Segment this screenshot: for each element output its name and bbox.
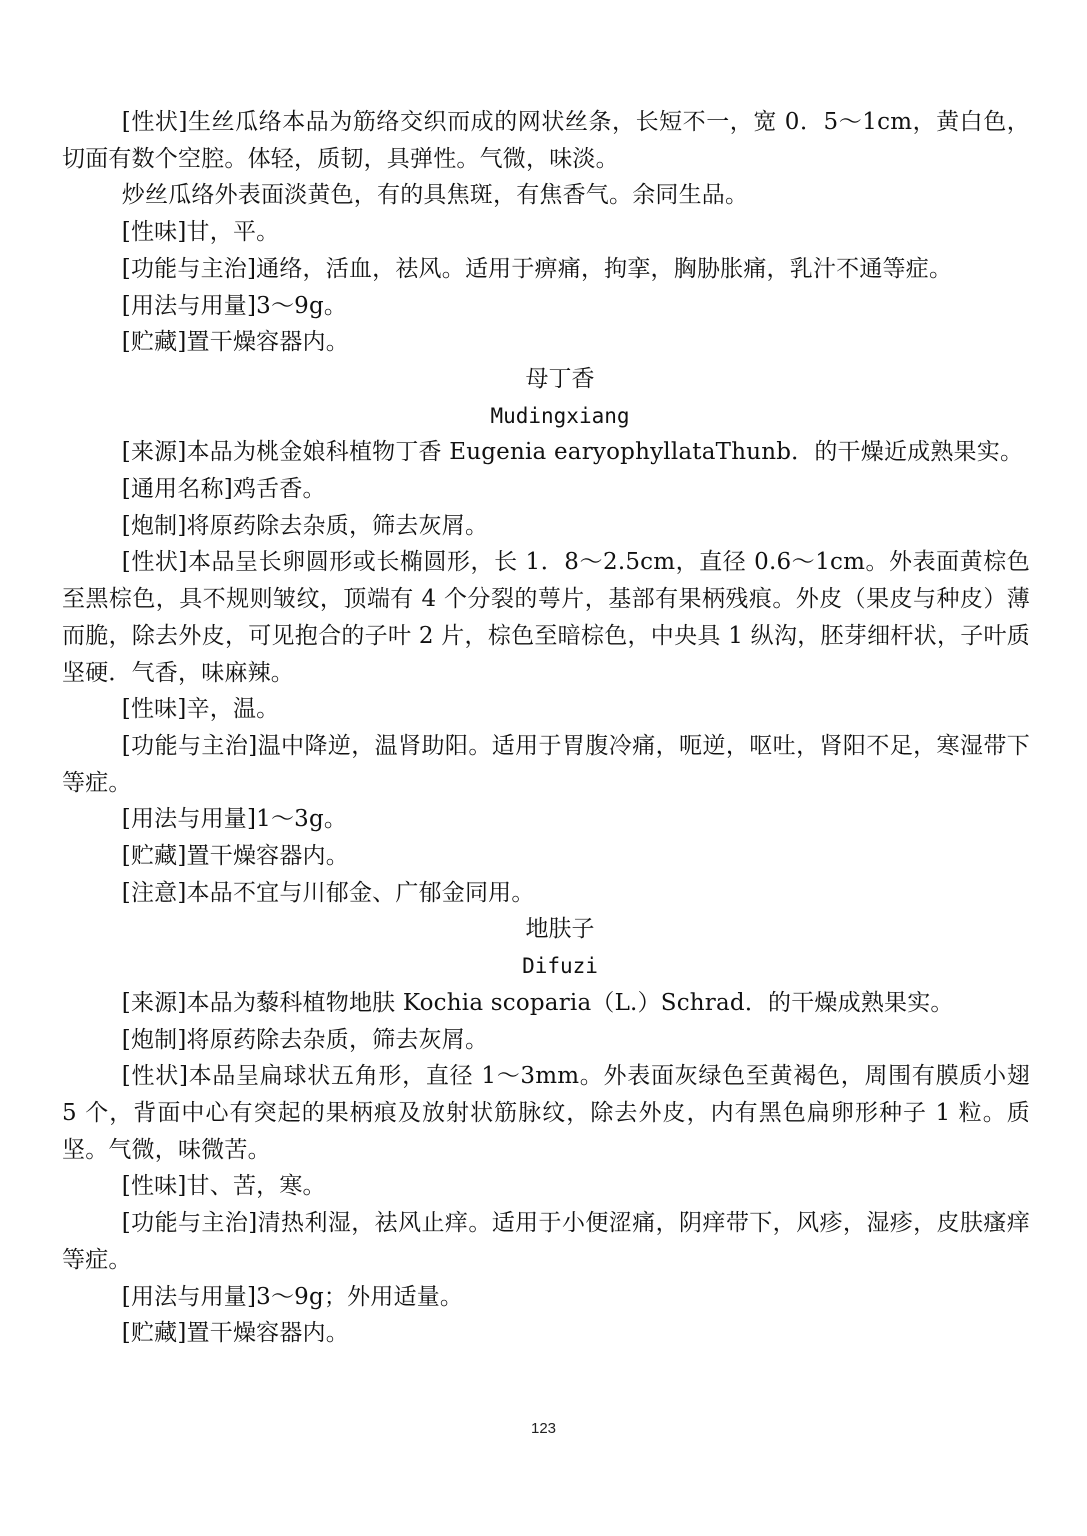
processed-description: 炒丝瓜络外表面淡黄色，有的具焦斑，有焦香气。余同生品。 xyxy=(121,182,749,209)
property-description: [性状]本品呈扁球状五角形，直径 1～3mm。外表面灰绿色至黄褐色，周围有膜质小翅 5 个，背面中心有突起的果柄痕及放射状筋脉纹，除去外皮，内有黑色扁卵形种子 1 粒。质坚。气微，味微苦。 xyxy=(62,1063,1030,1163)
property-description: [性状]生丝瓜络本品为筋络交织而成的网状丝条，长短不一，宽 0．5～1cm，黄白色，切面有数个空腔。体轻，质韧，具弹性。气微，味淡。 xyxy=(62,109,1030,172)
processing: [炮制]将原药除去杂质，筛去灰屑。 xyxy=(121,1026,489,1053)
entry-mudingxiang xyxy=(62,361,1030,912)
page-number: 123 xyxy=(530,1420,557,1437)
function-indication: [功能与主治]温中降逆，温肾助阳。适用于胃腹冷痛，呃逆，呕吐，肾阳不足，寒湿带下等症。 xyxy=(62,732,1030,796)
storage: [贮藏]置干燥容器内。 xyxy=(121,329,349,356)
taste-property: [性味]辛，温。 xyxy=(121,696,280,723)
property-description: [性状]本品呈长卵圆形或长椭圆形，长 1．8～2.5cm，直径 0.6～1cm。外表面黄棕色至黑棕色，具不规则皱纹，顶端有 4 个分裂的萼片，基部有果柄残痕。外皮（果皮与种皮）薄而脆，除去外皮，可见抱合的子叶 2 片，棕色至暗棕色，中央具 1 纵沟，胚芽细杆状，子叶质坚硬．气香，味麻辣。 xyxy=(62,549,1030,686)
usage-dosage: [用法与用量]3～9g。 xyxy=(121,292,348,319)
usage-dosage: [用法与用量]3～9g；外用适量。 xyxy=(121,1283,464,1310)
continued-entry-sigualuo xyxy=(62,104,1030,361)
entry-title: 地肤子 xyxy=(525,916,595,943)
document-page xyxy=(62,104,1030,1352)
function-indication: [功能与主治]清热利湿，祛风止痒。适用于小便涩痛，阴痒带下，风疹，湿疹，皮肤瘙痒等症。 xyxy=(62,1210,1030,1273)
processing: [炮制]将原药除去杂质，筛去灰屑。 xyxy=(121,512,489,539)
entry-pinyin: Mudingxiang xyxy=(490,403,630,428)
storage: [贮藏]置干燥容器内。 xyxy=(121,1320,349,1347)
storage: [贮藏]置干燥容器内。 xyxy=(121,843,349,870)
usage-dosage: [用法与用量]1～3g。 xyxy=(121,806,348,833)
entry-pinyin: Difuzi xyxy=(522,954,598,979)
source: [来源]本品为桃金娘科植物丁香 Eugenia earyophyllataThunb．的干燥近成熟果实。 xyxy=(121,439,1024,466)
caution: [注意]本品不宜与川郁金、广郁金同用。 xyxy=(121,879,535,906)
taste-property: [性味]甘、苦，寒。 xyxy=(121,1173,326,1200)
taste-property: [性味]甘，平。 xyxy=(121,219,280,246)
common-name: [通用名称]鸡舌香。 xyxy=(121,476,326,503)
function-indication: [功能与主治]通络，活血，祛风。适用于痹痛，拘挛，胸胁胀痛，乳汁不通等症。 xyxy=(121,255,953,282)
entry-difuzi xyxy=(62,911,1030,1351)
entry-title: 母丁香 xyxy=(525,365,595,392)
source: [来源]本品为藜科植物地肤 Kochia scoparia（L.）Schrad．的干燥成熟果实。 xyxy=(121,989,954,1016)
